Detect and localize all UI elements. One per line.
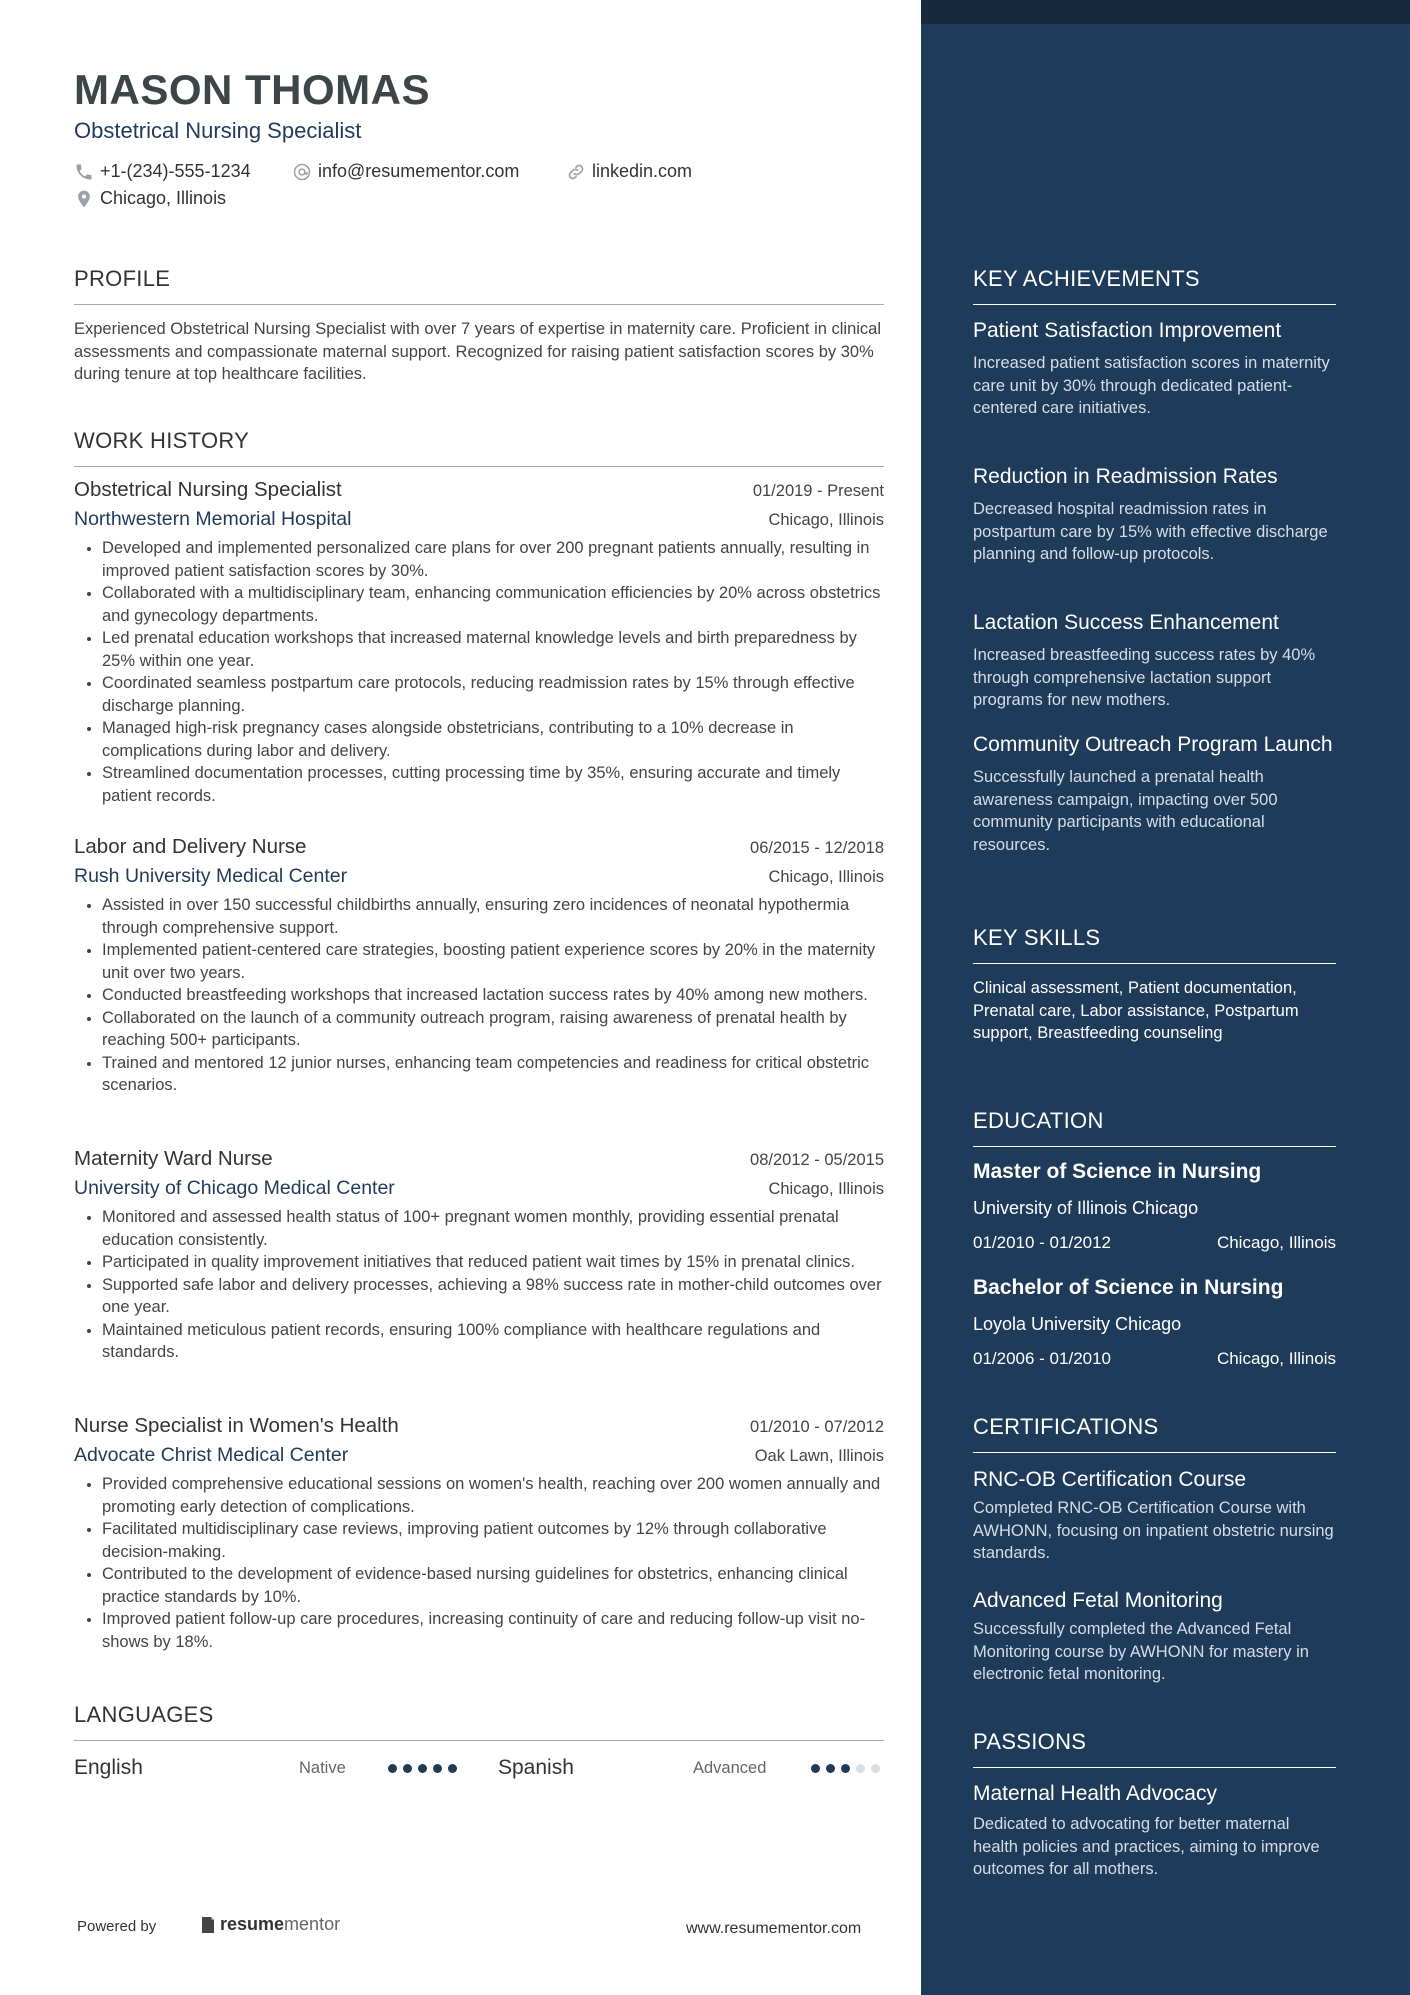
job-organization: University of Chicago Medical Center [74, 1177, 395, 1199]
job-bullet: • Supported safe labor and delivery processes, achieving a 98% success rate in mother-child outcomes over one year. [102, 1274, 884, 1319]
job-bullet: • Collaborated with a multidisciplinary team, enhancing communication efficiencies by 20% across obstetrics and gynecology departments. [102, 582, 884, 627]
phone-contact [74, 161, 251, 182]
job-entry [74, 1147, 884, 1364]
location-pin-icon [74, 189, 94, 209]
job-bullet: • Streamlined documentation processes, cutting processing time by 35%, ensuring accurate and timely patient records. [102, 762, 884, 807]
achievement-item [973, 317, 1336, 420]
work-history-heading: WORK HISTORY [74, 428, 884, 467]
job-bullets [74, 894, 884, 1097]
link-icon [566, 162, 586, 182]
email-contact [292, 161, 519, 182]
achievements-heading: KEY ACHIEVEMENTS [973, 266, 1336, 305]
resumementor-logo-icon [200, 1915, 216, 1935]
phone-text[interactable]: +1-(234)-555-1234 [100, 161, 251, 181]
rating-dot-filled [388, 1764, 397, 1773]
education-degree: Bachelor of Science in Nursing [973, 1276, 1284, 1299]
job-bullets [74, 1473, 884, 1653]
achievement-item [973, 731, 1336, 856]
education-school: Loyola University Chicago [973, 1314, 1182, 1334]
job-organization: Advocate Christ Medical Center [74, 1444, 349, 1466]
education-degree: Master of Science in Nursing [973, 1160, 1262, 1183]
rating-dot-filled [841, 1764, 850, 1773]
job-dates: 01/2010 - 07/2012 [750, 1418, 884, 1436]
job-bullet: • Conducted breastfeeding workshops that increased lactation success rates by 40% among new mothers. [102, 984, 884, 1007]
job-location: Oak Lawn, Illinois [754, 1447, 884, 1465]
education-location: Chicago, Illinois [1216, 1349, 1336, 1368]
job-dates: 06/2015 - 12/2018 [750, 839, 884, 857]
job-bullet: • Improved patient follow-up care procedures, increasing continuity of care and reducing follow-up visit no-shows by 18%. [102, 1608, 884, 1653]
language-rating [811, 1764, 880, 1773]
job-bullet: • Monitored and assessed health status of 100+ pregnant women monthly, providing essential prenatal education consistently. [102, 1206, 884, 1251]
candidate-name: MASON THOMAS [74, 66, 430, 113]
footer-url[interactable]: www.resumementor.com [686, 1920, 862, 1937]
candidate-title: Obstetrical Nursing Specialist [74, 118, 362, 143]
skills-text: Clinical assessment, Patient documentation, Prenatal care, Labor assistance, Postpartum support, Breastfeeding counseling [973, 979, 1299, 1042]
job-bullet: • Coordinated seamless postpartum care protocols, reducing readmission rates by 15% through effective discharge planning. [102, 672, 884, 717]
rating-dot-filled [418, 1764, 427, 1773]
education-dates: 01/2010 - 01/2012 [973, 1233, 1112, 1252]
language-level: Advanced [693, 1759, 767, 1777]
job-bullet: • Assisted in over 150 successful childbirths annually, ensuring zero incidences of neonatal hypothermia through comprehensive support. [102, 894, 884, 939]
job-bullets [74, 537, 884, 807]
education-school: University of Illinois Chicago [973, 1198, 1199, 1218]
job-bullet: • Managed high-risk pregnancy cases alongside obstetricians, contributing to a 10% decrease in complications during labor and delivery. [102, 717, 884, 762]
at-icon [292, 162, 312, 182]
achievement-item [973, 609, 1336, 712]
education-item [973, 1276, 1336, 1369]
language-name: English [74, 1756, 143, 1779]
job-title: Labor and Delivery Nurse [74, 835, 307, 858]
linkedin-text[interactable]: linkedin.com [592, 161, 693, 181]
certification-item [973, 1587, 1336, 1686]
passion-title: Maternal Health Advocacy [973, 1782, 1217, 1805]
email-text[interactable]: info@resumementor.com [318, 161, 520, 181]
job-bullet: • Developed and implemented personalized care plans for over 200 pregnant patients annually, resulting in improved patient satisfaction scores by 30%. [102, 537, 884, 582]
job-title: Nurse Specialist in Women's Health [74, 1414, 399, 1437]
logo-text-light: mentor [284, 1914, 341, 1934]
location-text: Chicago, Illinois [100, 188, 227, 208]
resumementor-logo[interactable] [200, 1914, 340, 1935]
job-bullet: • Maintained meticulous patient records, ensuring 100% compliance with healthcare regulations and standards. [102, 1319, 884, 1364]
passion-item [973, 1780, 1336, 1881]
job-entry [74, 835, 884, 1097]
job-bullet: • Implemented patient-centered care strategies, boosting patient experience scores by 20% in the maternity unit over two years. [102, 939, 884, 984]
rating-dot-empty [856, 1764, 865, 1773]
sidebar [921, 0, 1410, 1995]
rating-dot-empty [871, 1764, 880, 1773]
achievement-text: Decreased hospital readmission rates in postpartum care by 15% with effective discharge planning and follow-up protocols. [973, 500, 1328, 563]
rating-dot-filled [448, 1764, 457, 1773]
certification-text: Completed RNC-OB Certification Course with AWHONN, focusing on inpatient obstetric nursing standards. [973, 1499, 1334, 1562]
achievement-text: Successfully launched a prenatal health awareness campaign, impacting over 500 community participants with educational resources. [973, 768, 1278, 854]
job-organization: Rush University Medical Center [74, 865, 348, 887]
job-bullet: • Contributed to the development of evidence-based nursing guidelines for obstetrics, enhancing clinical practice standards by 10%. [102, 1563, 884, 1608]
rating-dot-filled [811, 1764, 820, 1773]
job-entry [74, 1414, 884, 1653]
job-title: Maternity Ward Nurse [74, 1147, 273, 1170]
job-bullet: • Provided comprehensive educational sessions on women's health, reaching over 200 women annually and promoting early detection of complications. [102, 1473, 884, 1518]
job-location: Chicago, Illinois [768, 1180, 884, 1198]
job-bullet: • Collaborated on the launch of a community outreach program, raising awareness of prenatal health by reaching 500+ participants. [102, 1007, 884, 1052]
achievement-item [973, 463, 1336, 566]
achievement-title: Reduction in Readmission Rates [973, 465, 1278, 488]
job-title: Obstetrical Nursing Specialist [74, 478, 342, 501]
education-item [973, 1160, 1336, 1253]
achievement-title: Lactation Success Enhancement [973, 611, 1279, 634]
passion-text: Dedicated to advocating for better maternal health policies and practices, aiming to improve outcomes for all mothers. [973, 1815, 1320, 1878]
job-entry [74, 478, 884, 807]
rating-dot-filled [826, 1764, 835, 1773]
achievement-title: Community Outreach Program Launch [973, 733, 1333, 756]
job-bullet: • Participated in quality improvement initiatives that reduced patient wait times by 15% in prenatal clinics. [102, 1251, 884, 1274]
passions-heading: PASSIONS [973, 1729, 1336, 1768]
powered-by-text: Powered by [77, 1918, 157, 1935]
education-heading: EDUCATION [973, 1108, 1336, 1147]
certifications-heading: CERTIFICATIONS [973, 1414, 1336, 1453]
profile-text: Experienced Obstetrical Nursing Specialist with over 7 years of expertise in maternity care. Proficient in clinical assessments and compassionate maternal support. Recognized for raising patient satisfaction scores by 30% during tenure at top healthcare facilities. [74, 320, 882, 383]
language-name: Spanish [498, 1756, 574, 1779]
language-level: Native [299, 1759, 346, 1777]
education-dates: 01/2006 - 01/2010 [973, 1349, 1112, 1368]
profile-heading: PROFILE [74, 266, 884, 305]
rating-dot-filled [433, 1764, 442, 1773]
job-location: Chicago, Illinois [768, 511, 884, 529]
job-dates: 08/2012 - 05/2015 [750, 1151, 884, 1169]
certification-text: Successfully completed the Advanced Fetal Monitoring course by AWHONN for mastery in electronic fetal monitoring. [973, 1620, 1309, 1683]
job-bullet: • Trained and mentored 12 junior nurses, enhancing team competencies and readiness for critical obstetric scenarios. [102, 1052, 884, 1097]
job-bullet: • Facilitated multidisciplinary case reviews, improving patient outcomes by 12% through collaborative decision-making. [102, 1518, 884, 1563]
achievement-text: Increased breastfeeding success rates by 40% through comprehensive lactation support programs for new mothers. [973, 646, 1316, 709]
job-location: Chicago, Illinois [768, 868, 884, 886]
job-bullet: • Led prenatal education workshops that increased maternal knowledge levels and birth preparedness by 25% within one year. [102, 627, 884, 672]
achievement-text: Increased patient satisfaction scores in maternity care unit by 30% through dedicated patient-centered care initiatives. [973, 354, 1330, 417]
certification-title: RNC-OB Certification Course [973, 1468, 1247, 1491]
linkedin-contact [566, 161, 692, 182]
education-location: Chicago, Illinois [1216, 1233, 1336, 1252]
certification-title: Advanced Fetal Monitoring [973, 1589, 1223, 1612]
languages-heading: LANGUAGES [74, 1702, 884, 1741]
sidebar-top-band [921, 0, 1410, 24]
location-contact [74, 188, 226, 209]
languages-row [74, 1756, 884, 1786]
job-organization: Northwestern Memorial Hospital [74, 508, 352, 530]
logo-text-bold: resume [220, 1914, 285, 1934]
phone-icon [74, 162, 94, 182]
language-rating [388, 1764, 457, 1773]
job-bullets [74, 1206, 884, 1364]
skills-heading: KEY SKILLS [973, 925, 1336, 964]
certification-item [973, 1466, 1336, 1565]
rating-dot-filled [403, 1764, 412, 1773]
job-dates: 01/2019 - Present [752, 482, 884, 500]
achievement-title: Patient Satisfaction Improvement [973, 319, 1282, 342]
